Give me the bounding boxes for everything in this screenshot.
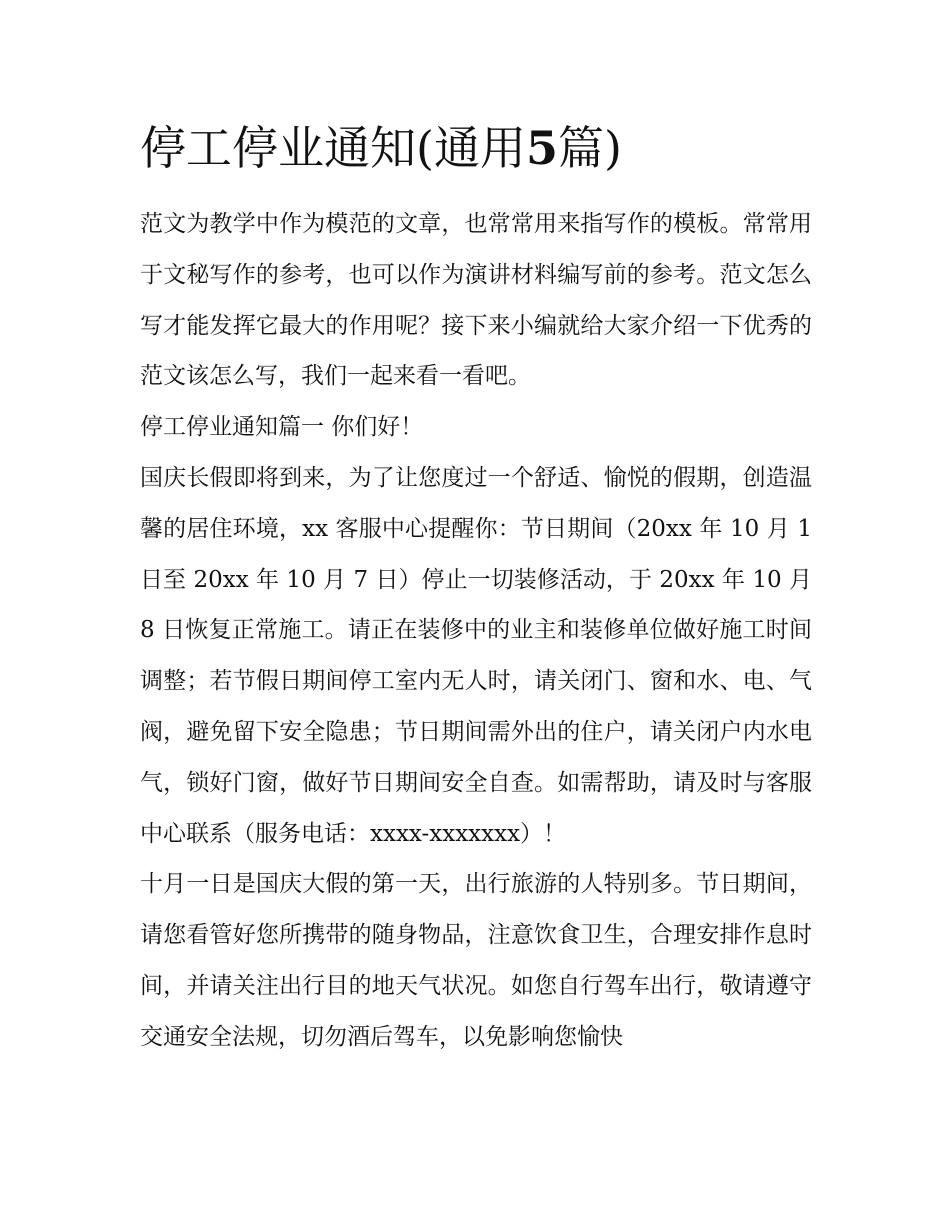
title-text-part2: 篇) (557, 121, 622, 175)
title-number: 5 (525, 121, 558, 175)
notice-paragraph: 国庆长假即将到来，为了让您度过一个舒适、愉悦的假期，创造温馨的居住环境，xx 客服中心提醒你：节日期间（20xx 年 10 月 1 日至 20xx 年 10 月 7 日）停止一切装修活动，于 20xx 年 10 月 8 日恢复正常施工。请正在装修中的业主和装修单位做好施工时间调整；若节假日期间停工室内无人时，请关闭门、窗和水、电、气阀，避免留下安全隐患；节日期间需外出的住户，请关闭户内水电气，锁好门窗，做好节日期间安全自查。如需帮助，请及时与客服中心联系（服务电话：xxxx-xxxxxxx）！ (140, 464, 812, 847)
title-text-part1: 停工停业通知(通用 (140, 121, 526, 175)
intro-paragraph: 范文为教学中作为模范的文章，也常常用来指写作的模板。常常用于文秘写作的参考，也可以作为演讲材料编写前的参考。范文怎么写才能发挥它最大的作用呢？接下来小编就给大家介绍一下优秀的范文该怎么写，我们一起来看一看吧。 (140, 211, 812, 390)
section-heading: 停工停业通知篇一 你们好！ (140, 414, 424, 441)
reminder-paragraph: 十月一日是国庆大假的第一天，出行旅游的人特别多。节日期间，请您看管好您所携带的随身物品，注意饮食卫生，合理安排作息时间，并请关注出行目的地天气状况。如您自行驾车出行，敬请遵守交通安全法规，切勿酒后驾车，以免影响您愉快 (140, 871, 812, 1050)
document-title (140, 116, 830, 180)
document-body (140, 199, 812, 1063)
